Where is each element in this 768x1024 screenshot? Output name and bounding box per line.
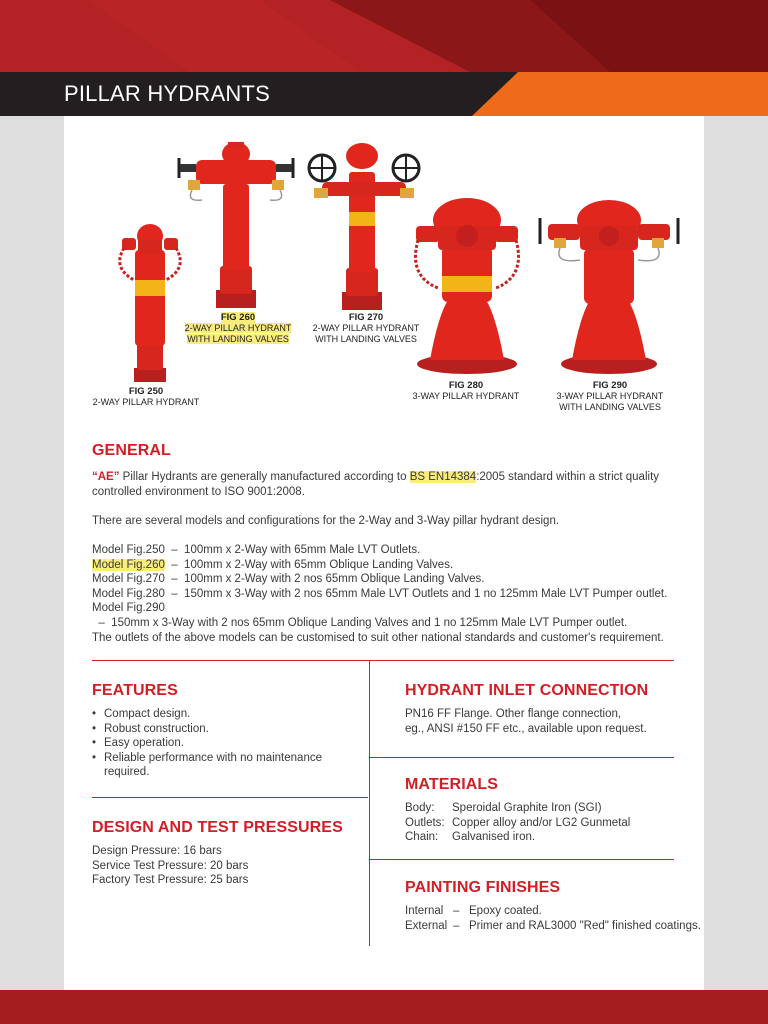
material-row: Chain: Galvanised iron.: [405, 831, 536, 844]
footer-band: [0, 990, 768, 1024]
inlet-text: PN16 FF Flange. Other flange connection, eg., ANSI #150 FF etc., available upon request.: [405, 708, 647, 735]
pressures-heading: DESIGN AND TEST PRESSURES: [92, 819, 343, 836]
divider: [92, 660, 674, 661]
inlet-heading: HYDRANT INLET CONNECTION: [405, 682, 649, 699]
pressure-line: Service Test Pressure: 20 bars: [92, 859, 249, 872]
painting-heading: PAINTING FINISHES: [405, 879, 561, 896]
general-configs: There are several models and configurations for the 2-Way and 3-Way pillar hydrant design.: [92, 515, 560, 527]
painting-list: [405, 904, 705, 933]
painting-row: Internal – Epoxy coated.: [405, 905, 542, 917]
materials-heading: MATERIALS: [405, 776, 499, 793]
pressure-line: Factory Test Pressure: 25 bars: [92, 874, 249, 887]
hydrant-fig-290-image: [534, 198, 684, 376]
divider: [370, 859, 674, 860]
divider: [370, 757, 674, 758]
feature-item: • Robust construction.: [92, 722, 352, 737]
hydrant-fig-280-image: [408, 196, 526, 376]
outlets-note: The outlets of the above models can be customised to suit other national standards and customer's requirement.: [92, 632, 664, 644]
feature-item: • Reliable performance with no maintenance required.: [92, 751, 328, 780]
pressure-line: Design Pressure: 16 bars: [92, 845, 222, 857]
page-title: PILLAR HYDRANTS: [64, 81, 270, 106]
caption-fig-250: FIG 250 2-WAY PILLAR HYDRANT: [92, 386, 200, 408]
material-row: Outlets: Copper alloy and/or LG2 Gunmetal: [405, 816, 631, 829]
model-item: Model Fig.290 – 150mm x 3-Way with 2 nos 65mm Oblique Landing Valves and 1 no 125mm Male LVT Pumper outlet.: [92, 602, 628, 629]
divider: [369, 660, 370, 946]
pressures-list: [92, 844, 352, 888]
model-item: Model Fig.260 – 100mm x 2-Way with 65mm Oblique Landing Valves.: [92, 558, 454, 571]
feature-item: • Compact design.: [92, 707, 352, 722]
model-item: Model Fig.270 – 100mm x 2-Way with 2 nos 65mm Oblique Landing Valves.: [92, 573, 485, 586]
features-heading: FEATURES: [92, 682, 178, 699]
material-row: Body: Speroidal Graphite Iron (SGI): [405, 802, 602, 814]
general-intro: “AE” Pillar Hydrants are generally manufactured according to BS EN14384:2005 standard within a strict quality controlled environment to ISO 9001:2008.: [92, 471, 660, 498]
caption-fig-270: FIG 270 2-WAY PILLAR HYDRANT WITH LANDING VALVES: [312, 312, 420, 345]
caption-fig-280: FIG 280 3-WAY PILLAR HYDRANT: [412, 380, 520, 402]
caption-fig-260: FIG 260 2-WAY PILLAR HYDRANT WITH LANDING VALVES: [184, 312, 292, 345]
model-item: Model Fig.280 – 150mm x 3-Way with 2 nos 65mm Male LVT Outlets and 1 no 125mm Male LVT Pumper outlet.: [92, 587, 668, 600]
divider: [92, 797, 368, 798]
general-heading: GENERAL: [92, 442, 171, 459]
model-list: [92, 543, 692, 631]
features-list: [92, 707, 352, 780]
materials-list: [405, 801, 685, 845]
painting-row: External – Primer and RAL3000 "Red" finished coatings.: [405, 919, 701, 932]
hydrant-fig-260-image: [176, 140, 296, 310]
caption-fig-290: FIG 290 3-WAY PILLAR HYDRANT WITH LANDING VALVES: [556, 380, 664, 413]
feature-item: • Easy operation.: [92, 736, 352, 751]
model-item: Model Fig.250 – 100mm x 2-Way with 65mm Male LVT Outlets.: [92, 544, 421, 556]
